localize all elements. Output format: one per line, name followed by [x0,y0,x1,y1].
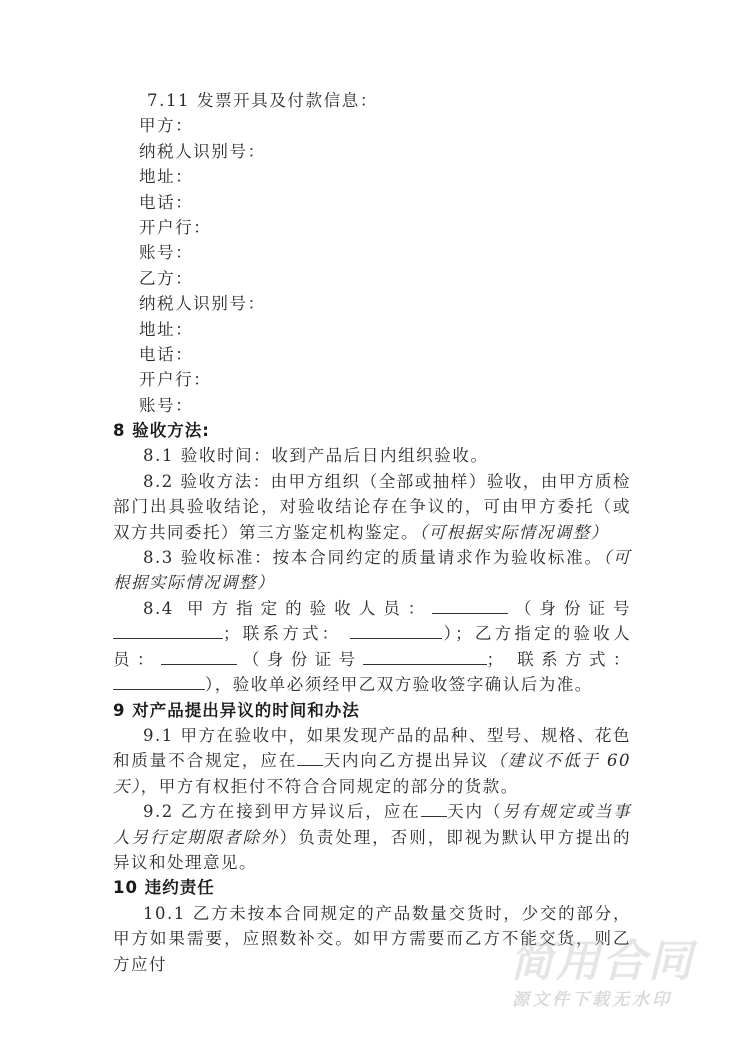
party-a-address: 地址： [139,167,194,187]
days-blank-9-2[interactable] [421,800,447,817]
party-a-bank: 开户行： [139,217,212,237]
party-a-label: 甲方： [139,116,194,136]
clause-9-2-note: 另有规定或当事人另行定期限者除外 [113,802,631,847]
document-page [113,88,631,977]
clause-8-4-a-inspector-label: 8.4 甲方指定的验收人员： [143,598,433,618]
party-b-tax-id: 纳税人识别号： [139,294,266,314]
party-a-tax-id: 纳税人识别号： [139,141,266,161]
party-a-account: 账号： [139,243,194,263]
clause-9-1 [113,723,631,799]
b-id-blank[interactable] [363,648,487,665]
clause-8-2 [113,469,631,545]
a-inspector-blank[interactable] [432,597,508,614]
clause-9-2-text-b: 天内（ [446,802,503,822]
clause-8-4-tail: ），验收单必须经甲乙双方验收签字确认后为准。 [205,675,593,695]
party-b-account: 账号： [139,395,194,415]
clause-9-1-text-a: 9.1 甲方在验收中，如果发现产品的品种、型号、规格、花色和质量不合规定，应在 [113,725,631,771]
clause-9-1-text-c: ，甲方有权拒付不符合合同规定的部分的货款。 [140,776,519,796]
watermark-tagline: 源文件下载无水印 [512,990,672,1010]
id-label: （身份证号 [508,598,631,618]
section-7-11-title: 7.11 发票开具及付款信息： [147,91,378,110]
party-b-bank: 开户行： [139,370,212,390]
clause-8-2-text: 8.2 验收方法：由甲方组织（全部或抽样）验收，由甲方质检部门出具验收结论，对验收结论存在争议的，可由甲方委托（或双方共同委托）第三方鉴定机构鉴定。 [113,471,631,542]
party-b-address: 地址： [139,319,194,339]
clause-8-3-text: 8.3 验收标准：按本合同约定的质量请求作为验收标准。 [143,548,603,568]
clause-8-4 [113,596,631,698]
b-contact-blank[interactable] [113,673,205,690]
clause-10-1: 10.1 乙方未按本合同规定的产品数量交货时，少交的部分，甲方如果需要，应照数补交。如甲方需要而乙方不能交货，则乙方应付 [113,903,631,974]
clause-8-3-note: （可根据实际情况调整） [113,548,631,593]
contact-label: 联系方式： [241,624,342,644]
party-b-label: 乙方： [139,268,194,288]
section-10-heading: 10 违约责任 [113,878,215,898]
clause-8-2-note: （可根据实际情况调整） [419,522,609,542]
b-inspector-blank[interactable] [161,648,237,665]
clause-9-2 [113,799,631,875]
clause-9-1-text-b: 天内向乙方提出异议 [323,751,490,771]
semicolon-2: ； [486,649,505,669]
section-9-heading: 9 对产品提出异议的时间和办法 [113,700,360,720]
id-label-2: （身份证号 [236,649,363,669]
clause-9-1-note: （建议不低于 60 天） [113,751,632,796]
contact-label-2: 联系方式： [517,649,632,669]
semicolon: ； [223,624,241,644]
clause-9-2-text-c: ）负责处理，否则，即视为默认甲方提出的异议和处理意见。 [113,827,632,872]
days-blank-9-1[interactable] [297,749,323,766]
party-b-phone: 电话： [139,344,194,364]
b-inspector-label: ）；乙方指定的验收人员： [113,624,632,669]
clause-8-1: 8.1 验收时间：收到产品后日内组织验收。 [143,446,489,466]
clause-8-3 [113,545,631,596]
watermark-brand: 简用合同 [510,936,694,987]
a-contact-blank[interactable] [350,622,442,639]
clause-9-2-text-a: 9.2 乙方在接到甲方异议后，应在 [143,802,421,822]
a-id-blank[interactable] [113,622,223,639]
party-a-phone: 电话： [139,192,194,212]
section-8-heading: 8 验收方法: [113,421,210,441]
